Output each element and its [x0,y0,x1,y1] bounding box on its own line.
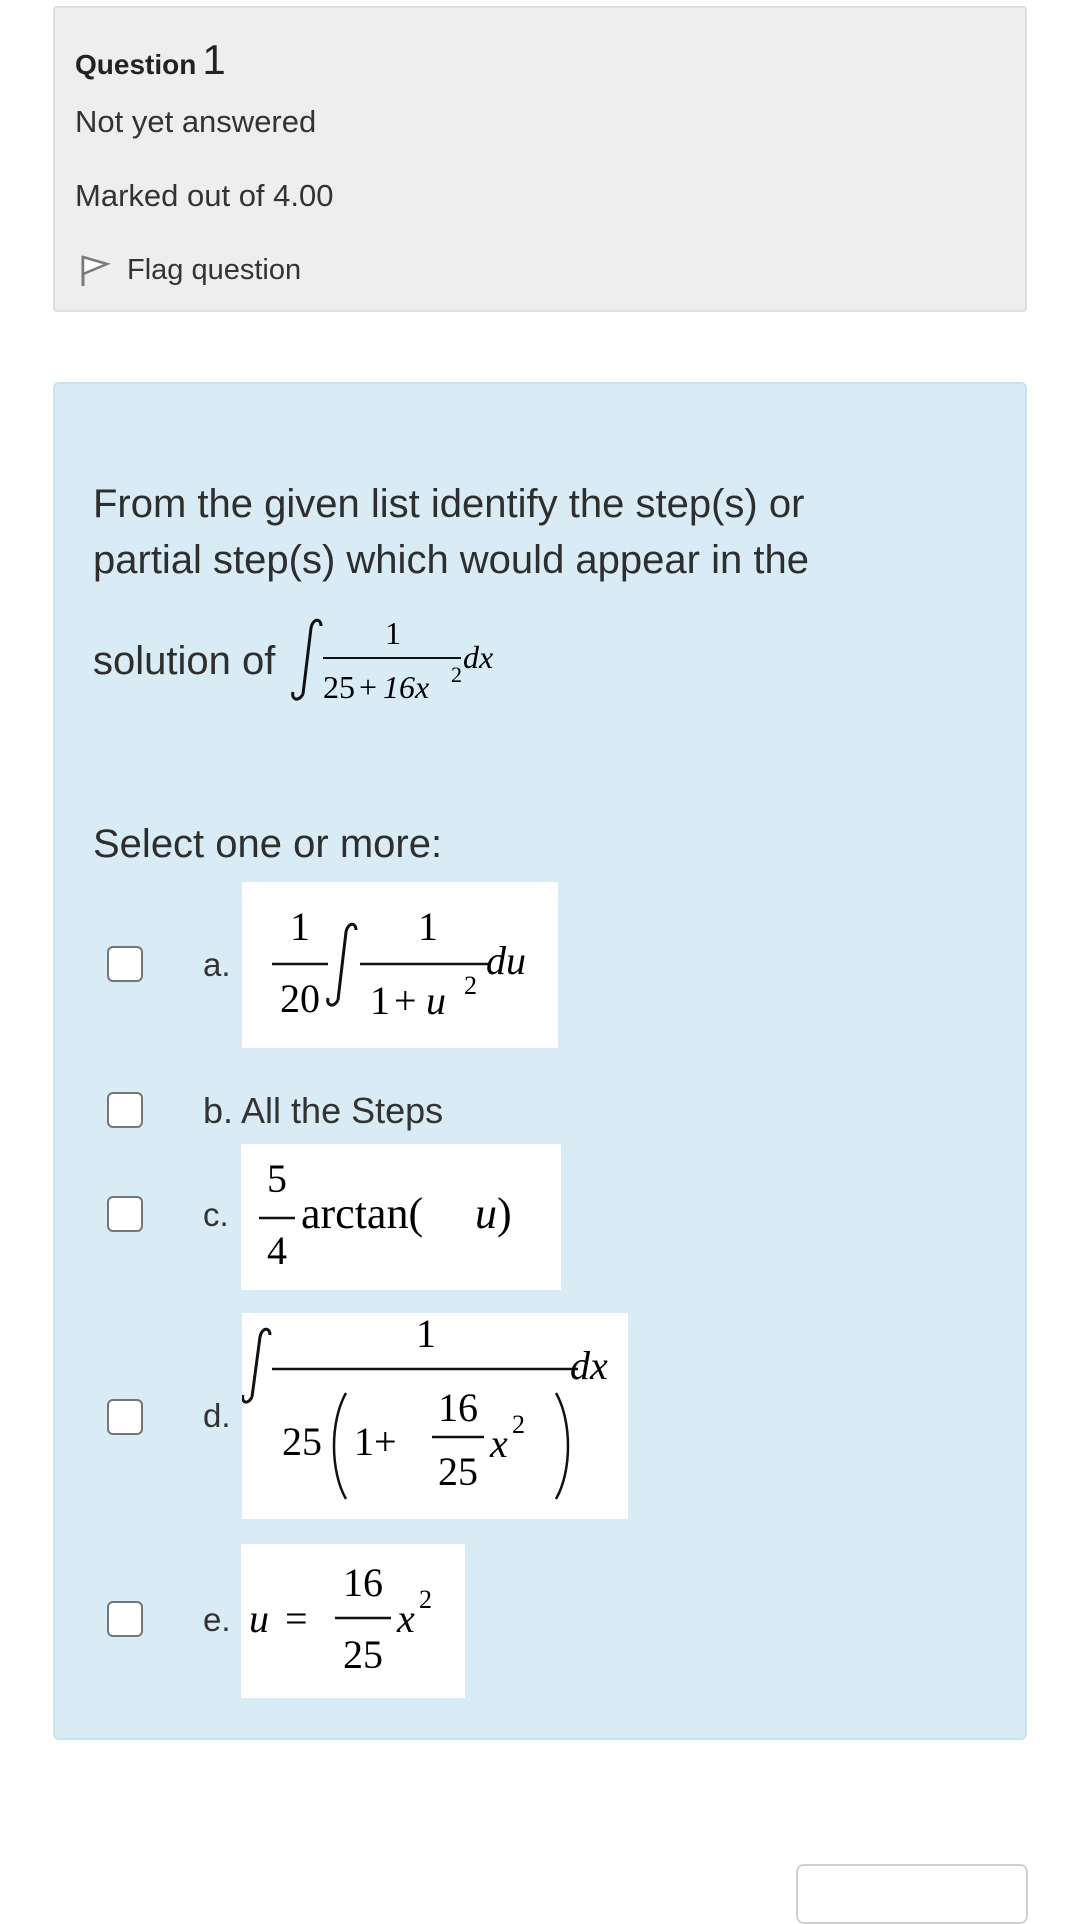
option-b-checkbox[interactable] [107,1092,143,1128]
option-e-x: x [397,1596,415,1641]
solution-label: solution of [93,638,276,683]
option-a-checkbox[interactable] [107,946,143,982]
option-d-checkbox[interactable] [107,1399,143,1435]
option-d-one-plus: 1+ [354,1419,397,1464]
question-integral-formula [285,606,525,716]
option-e-eq: = [285,1596,308,1641]
integral-diff: dx [463,639,494,675]
option-d-formula [242,1313,628,1519]
integral-den-exp: 2 [451,662,463,687]
option-c-var: u [475,1189,497,1238]
option-b-label: b. All the Steps [203,1090,444,1131]
question-state: Not yet answered [75,104,317,139]
question-title [75,36,226,84]
option-c-checkbox[interactable] [107,1196,143,1232]
option-e [55,1544,1025,1698]
option-d-x: x [490,1421,508,1466]
question-text [93,476,953,588]
question-text-line-1: From the given list identify the step(s) or [93,482,805,526]
option-d-inner-den: 25 [438,1449,478,1494]
option-a-letter: a. [203,946,231,983]
next-page-button[interactable] [796,1864,1028,1924]
option-d-diff: dx [570,1343,608,1388]
integral-numerator: 1 [385,615,402,651]
integral-den-a: 25 [323,669,356,705]
question-title-prefix: Question [75,49,197,80]
flag-question-toggle[interactable] [75,250,301,290]
option-a-den-a: 1 [370,978,390,1023]
question-number: 1 [202,36,226,83]
option-e-exp: 2 [419,1585,432,1614]
select-prompt: Select one or more: [93,822,443,866]
question-grade: Marked out of 4.00 [75,178,334,213]
flag-icon [75,250,115,290]
option-c-letter: c. [203,1196,229,1233]
option-e-var: u [249,1596,269,1641]
option-a-num: 1 [418,904,438,949]
option-e-num: 16 [343,1560,383,1605]
option-e-den: 25 [343,1632,383,1677]
option-a [55,882,1025,1050]
option-a-den-b: u [426,978,446,1023]
question-content [53,382,1027,1740]
option-e-formula [241,1544,465,1698]
option-a-diff: du [486,938,526,983]
option-a-den-exp: 2 [464,971,477,1000]
option-c-num: 5 [267,1156,287,1201]
question-solution-line [93,606,525,716]
question-text-line-2: partial step(s) which would appear in the [93,538,809,582]
option-d-letter: d. [203,1397,231,1434]
option-d-inner-num: 16 [438,1385,478,1430]
option-b [55,1080,1025,1140]
option-e-letter: e. [203,1601,231,1638]
option-e-checkbox[interactable] [107,1601,143,1637]
option-a-coef-den: 20 [280,976,320,1021]
option-c-den: 4 [267,1228,287,1273]
option-d-exp: 2 [512,1410,525,1439]
option-d-outer: 25 [282,1419,322,1464]
flag-question-label: Flag question [127,253,302,286]
option-c-close: ) [497,1189,512,1238]
option-c-formula [241,1144,561,1290]
integral-den-op: + [359,669,378,705]
option-a-coef-num: 1 [290,904,310,949]
option-c [55,1144,1025,1290]
option-d [55,1313,1025,1521]
option-c-func: arctan( [301,1189,424,1238]
integral-den-b: 16x [383,669,430,705]
question-info-panel [53,6,1027,312]
option-a-formula [242,882,558,1048]
option-a-den-op: + [394,978,417,1023]
option-d-num: 1 [416,1313,436,1356]
